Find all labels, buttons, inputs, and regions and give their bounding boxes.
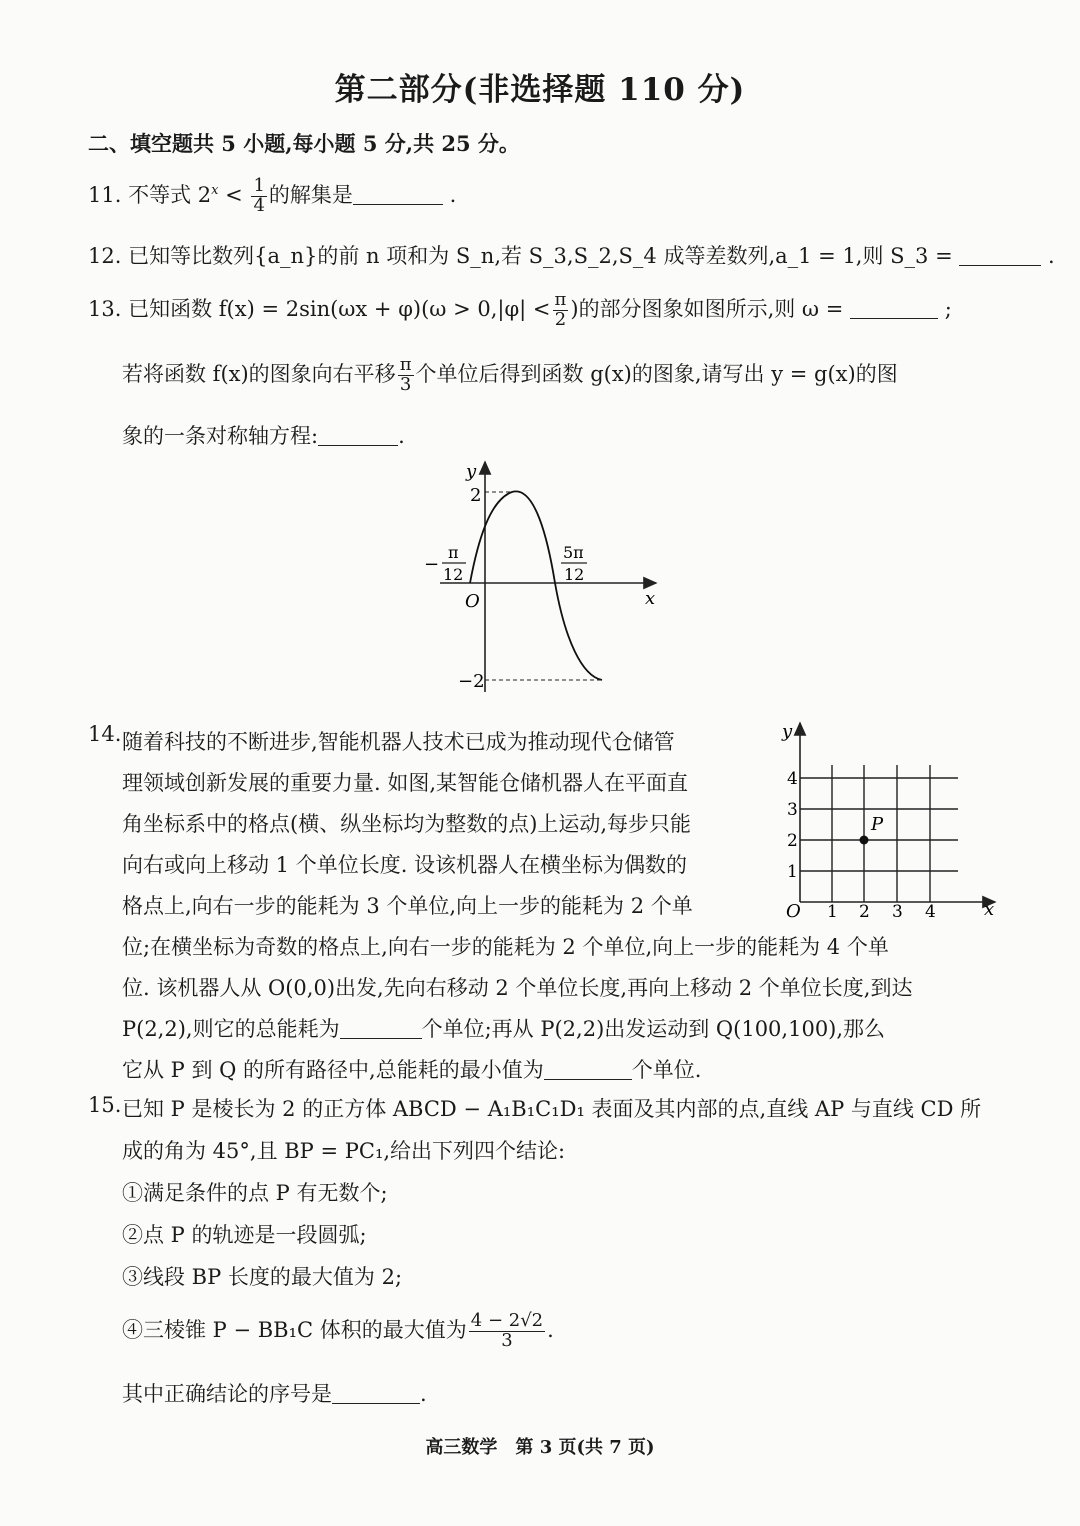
grid-figure [760,715,1010,925]
point-p-label: P [871,814,884,835]
right-tick-num: 5π [563,543,584,562]
question-number: 11. [88,182,122,207]
section-heading: 二、填空题共 5 小题,每小题 5 分,共 25 分。 [88,131,520,156]
y-label: y [782,721,793,742]
question-15-line2: 成的角为 45°,且 BP = PC₁,给出下列四个结论: [122,1139,566,1163]
right-tick-den: 12 [564,565,585,584]
question-number: 13. [88,296,122,321]
fraction: $\frac{4 - 2√2}{3}$ [470,1310,544,1351]
answer-blank [332,1382,420,1404]
conclusion-1: ①满足条件的点 P 有无数个; [122,1181,388,1205]
conclusion-2: ②点 P 的轨迹是一段圆弧; [122,1223,367,1247]
answer-blank [544,1058,632,1080]
question-15-ask: 其中正确结论的序号是 . [122,1382,427,1406]
y-tick: 4 [787,769,798,789]
x-tick: 2 [859,902,870,922]
x-label: x [645,588,656,609]
question-15-line1: 已知 P 是棱长为 2 的正方体 ABCD − A₁B₁C₁D₁ 表面及其内部的点,直线 AP 与直线 CD 所 [122,1097,982,1121]
question-number-15: 15. [88,1093,122,1117]
conclusion-3: ③线段 BP 长度的最大值为 2; [122,1265,403,1289]
origin-label: O [786,901,801,922]
x-label: x [984,899,995,920]
curve [470,491,602,680]
page-title: 第二部分(非选择题 110 分) [334,72,746,108]
question-14-wrapped: 随着科技的不断进步,智能机器人技术已成为推动现代仓储管 理领域创新发展的重要力量. 如图,某智能仓储机器人在平面直 角坐标系中的格点(横、纵坐标均为整数的点)上运动,每步只能 向右或向上移动 1 个单位长度. 设该机器人在横坐标为偶数的 格点上,向右一步的能耗为 3 个单位,向上一步的能耗为 2 个单 位;在横坐标为奇数的格点上,向右一步的能耗为 2 个单位,向上一步的能耗为 4 个单 位. 该机器人从 O(0,0)出发,先向右移动 2 个单位长度,再向上移动 2 个单位长度,到达 P(2,2),则它的总能耗为 个单位;再从 P(2,2)出发运动到 Q(100,100),那么 它从 P 到 Q 的所有路径中,总能耗的最小值为 个单位. [122,730,913,1082]
y-min-label: −2 [458,671,485,692]
fraction: $\frac{\pi}{3}$ [399,354,412,395]
y-max-label: 2 [470,485,482,506]
question-number-14: 14. [88,722,122,746]
x-tick: 4 [925,902,936,922]
question-11: 11. 不等式 $2^x$ < $\frac{1}{4}$ 的解集是 . [88,175,457,216]
left-tick-den: 12 [443,565,464,584]
y-tick: 1 [787,862,798,882]
conclusion-4: ④三棱锥 P − BB₁C 体积的最大值为 $\frac{4 - 2√2}{3}$ . [122,1310,554,1351]
question-12: 12. 已知等比数列{a_n}的前 n 项和为 S_n,若 S_3,S_2,S_4 成等差数列,a_1 = 1,则 S_3 = . [88,244,1055,268]
y-tick: 3 [787,800,798,820]
question-13-line1: 13. 已知函数 f(x) = 2sin(ωx + φ)(ω > 0,|φ| < $\frac{\pi}{2}$ )的部分图象如图所示,则 ω = ; [88,289,952,330]
page-footer: 高三数学 第 3 页(共 7 页) [425,1437,655,1458]
fraction: $\frac{\pi}{2}$ [554,289,567,330]
question-number: 12. [88,244,122,268]
left-tick-num: π [448,543,459,562]
y-label: y [466,461,477,482]
fraction: $\frac{1}{4}$ [253,175,265,216]
x-tick: 1 [827,902,838,922]
x-tick: 3 [892,902,903,922]
y-tick: 2 [787,831,798,851]
point-p [860,836,869,845]
neg-sign: − [424,554,440,575]
origin-label: O [465,591,480,612]
question-13-line3: 象的一条对称轴方程: . [122,424,405,448]
answer-blank [340,1017,422,1039]
question-13-line2: 若将函数 f(x)的图象向右平移 $\frac{\pi}{3}$ 个单位后得到函数 g(x)的图象,请写出 y = g(x)的图 [122,354,898,395]
